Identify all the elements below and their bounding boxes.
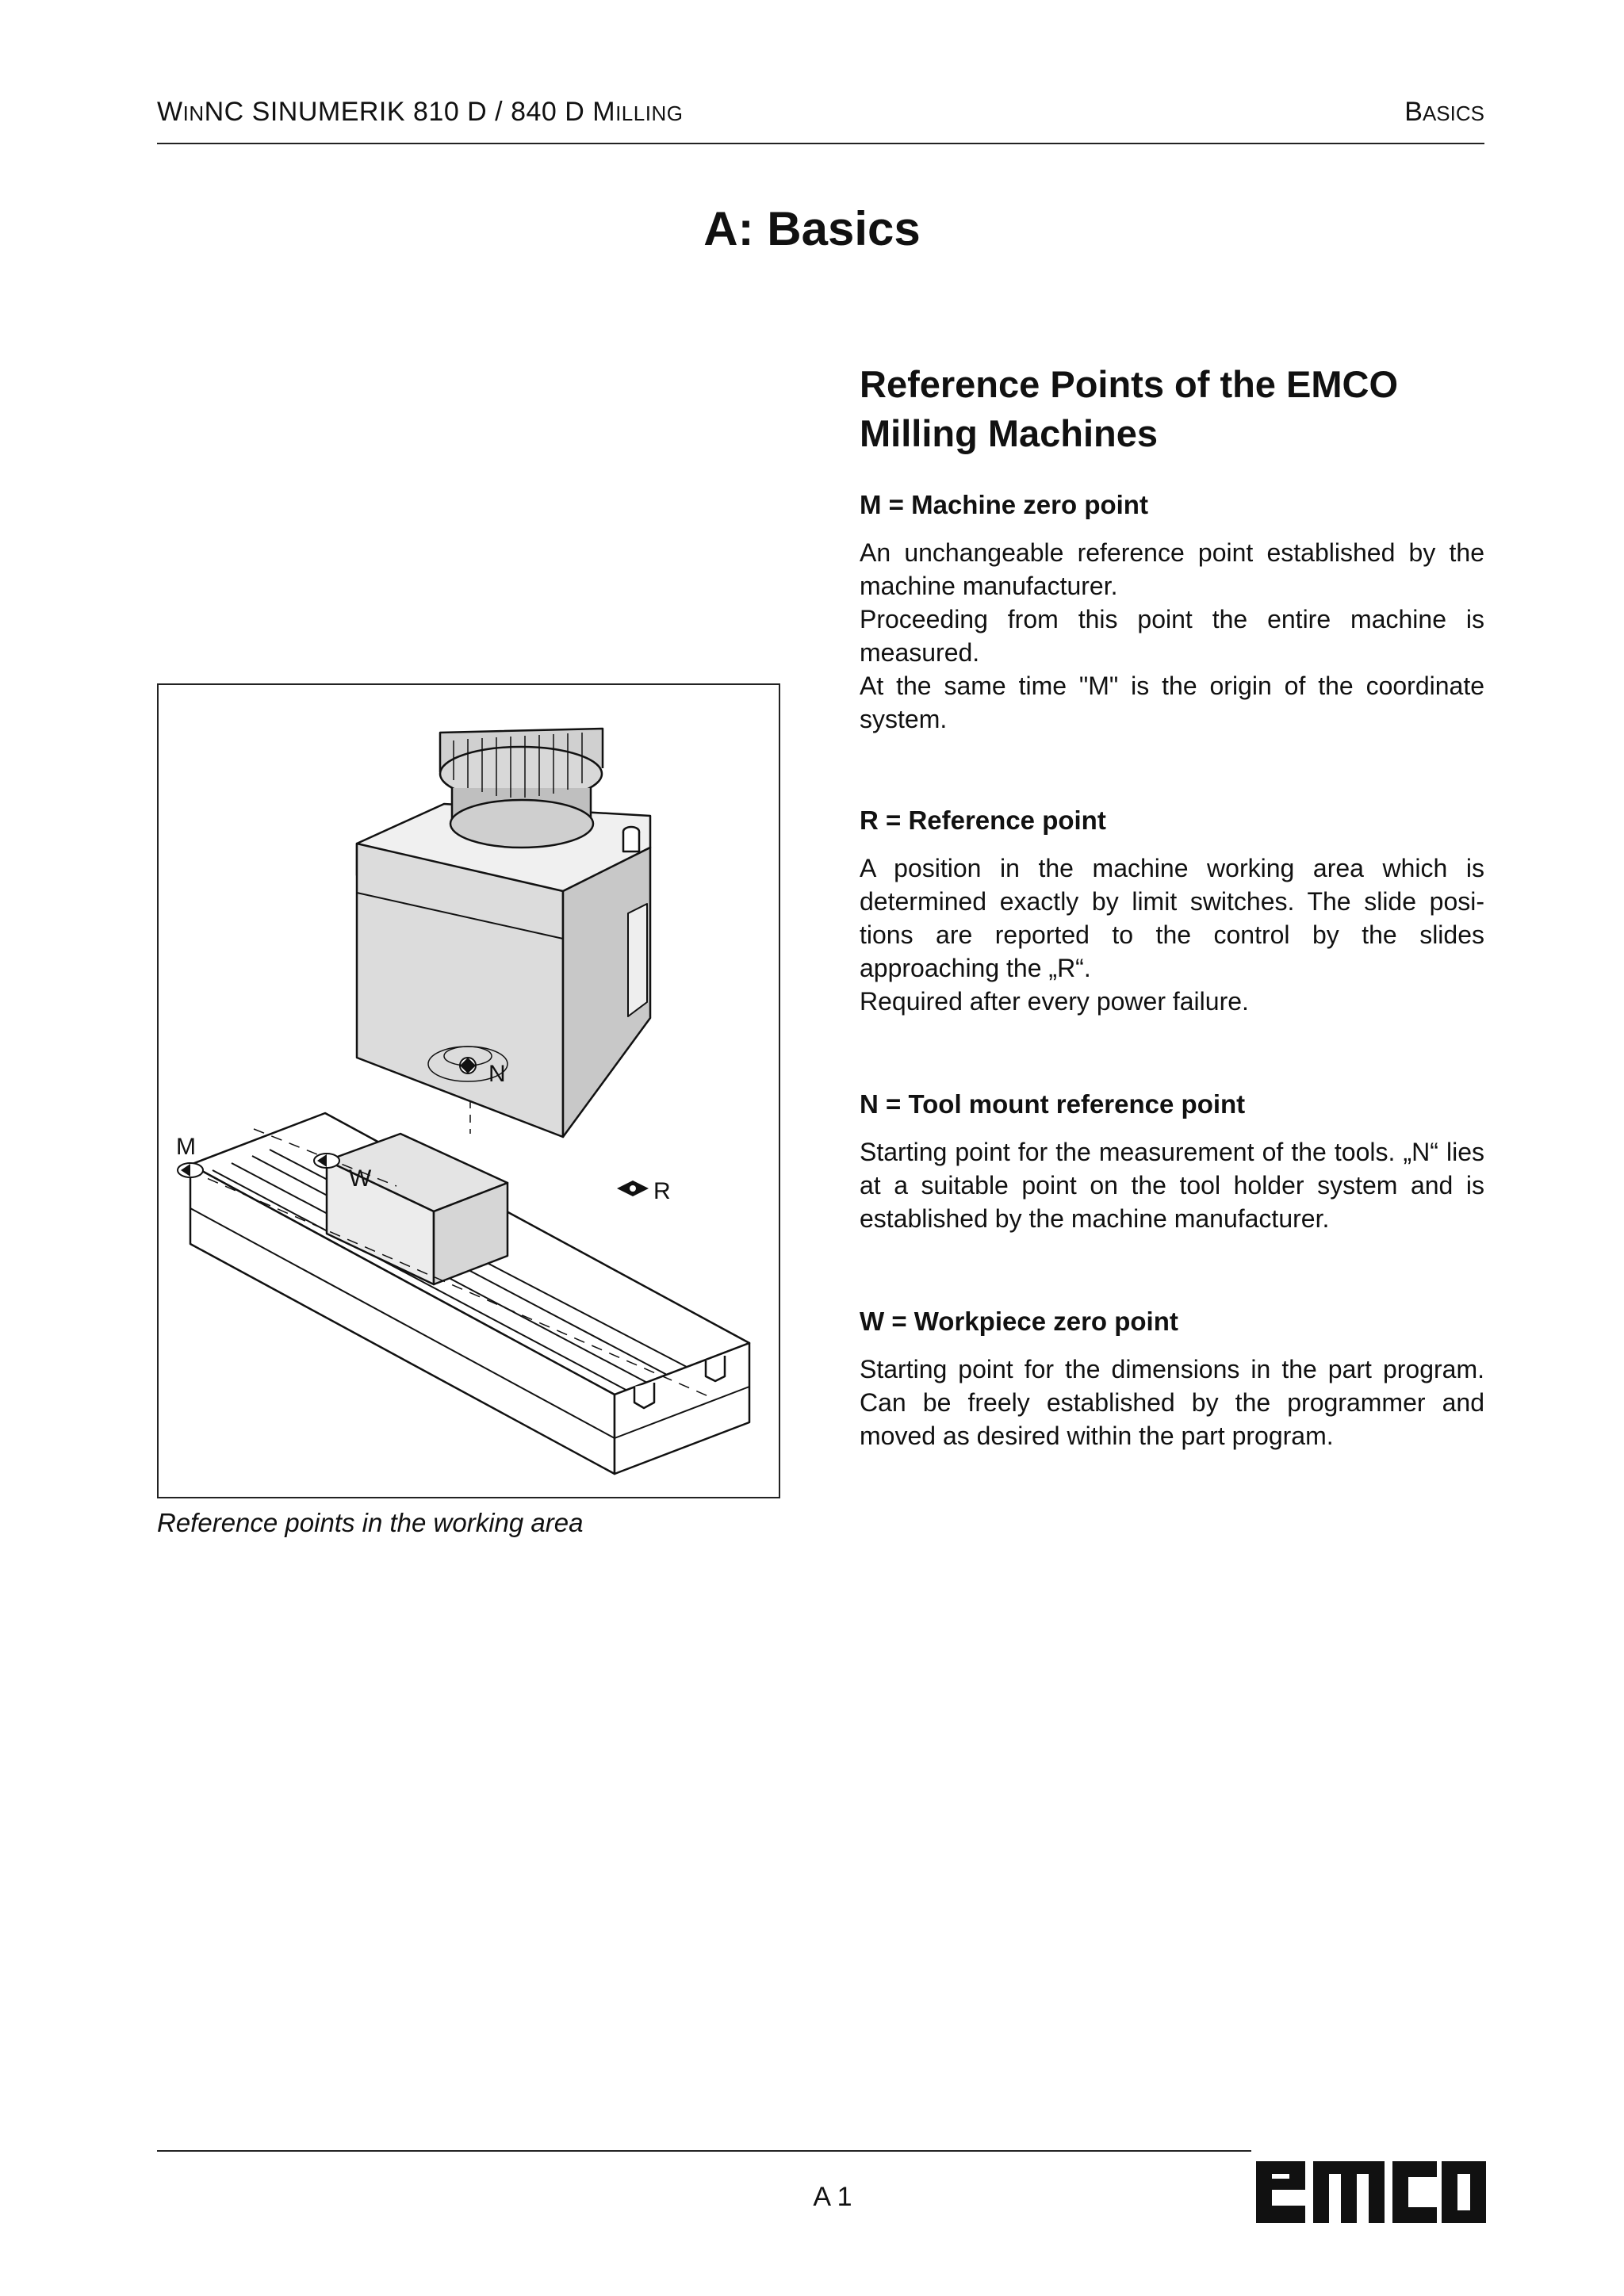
label-w: W xyxy=(349,1165,372,1192)
paragraph: A position in the machine working area which is determined exactly by limit switches. The slide posi-tions are reported to the control by the slides approaching the „R“. xyxy=(860,854,1484,982)
header-section-part: ASICS xyxy=(1422,101,1484,125)
paragraph: Starting point for the dimensions in the part program. Can be freely established by the programmer and moved as desired within the part program. xyxy=(860,1355,1484,1450)
section-heading: W = Workpiece zero point xyxy=(860,1307,1178,1336)
section-title-line: Milling Machines xyxy=(860,412,1159,454)
paragraph: Required after every power failure. xyxy=(860,987,1249,1016)
machine-illustration xyxy=(159,685,779,1497)
head-front xyxy=(357,844,563,1137)
section-workpiece-zero xyxy=(860,1305,1484,1452)
header-section-part: B xyxy=(1404,97,1423,127)
tool-mount-reference-marker xyxy=(460,1058,476,1073)
machine-zero-marker xyxy=(178,1163,203,1177)
paragraph: Starting point for the measurement of the tools. „N“ lies at a suitable point on the tool holder system and is established by the machine manufacturer. xyxy=(860,1138,1484,1233)
header-title-part: W xyxy=(157,97,183,127)
figure-caption: Reference points in the working area xyxy=(157,1508,584,1537)
workpiece-zero-marker xyxy=(314,1154,339,1168)
running-header-title xyxy=(157,97,683,128)
label-n: N xyxy=(488,1061,506,1087)
section-title xyxy=(860,360,1494,458)
section-title-line: Reference Points of the EMCO xyxy=(860,363,1398,405)
header-rule xyxy=(157,143,1484,144)
label-m: M xyxy=(176,1134,196,1160)
section-heading: M = Machine zero point xyxy=(860,490,1148,519)
reference-point-marker xyxy=(617,1181,649,1196)
section-heading: N = Tool mount reference point xyxy=(860,1089,1246,1119)
header-title-part: NC SINUMERIK 810 D / 840 D M xyxy=(204,97,616,127)
section-reference-point xyxy=(860,804,1484,1018)
paragraph: An unchangeable reference point established by the machine manufacturer. xyxy=(860,538,1484,600)
page-number: A 1 xyxy=(813,2182,852,2212)
header-title-part: IN xyxy=(182,101,205,125)
section-machine-zero xyxy=(860,488,1484,736)
paragraph: Proceeding from this point the entire machine is measured. xyxy=(860,605,1484,667)
running-header-section xyxy=(1404,97,1484,128)
emco-logo-graphic xyxy=(1256,2150,1486,2225)
working-area-figure xyxy=(157,683,780,1498)
footer-rule xyxy=(157,2150,1251,2152)
paragraph: At the same time "M" is the origin of the coordinate system. xyxy=(860,672,1484,733)
section-tool-mount-reference xyxy=(860,1088,1484,1235)
page-title: A: Basics xyxy=(703,202,921,255)
section-heading: R = Reference point xyxy=(860,806,1106,835)
label-r: R xyxy=(653,1178,671,1204)
emco-logo xyxy=(1256,2150,1486,2225)
header-title-part: ILLING xyxy=(615,101,684,125)
